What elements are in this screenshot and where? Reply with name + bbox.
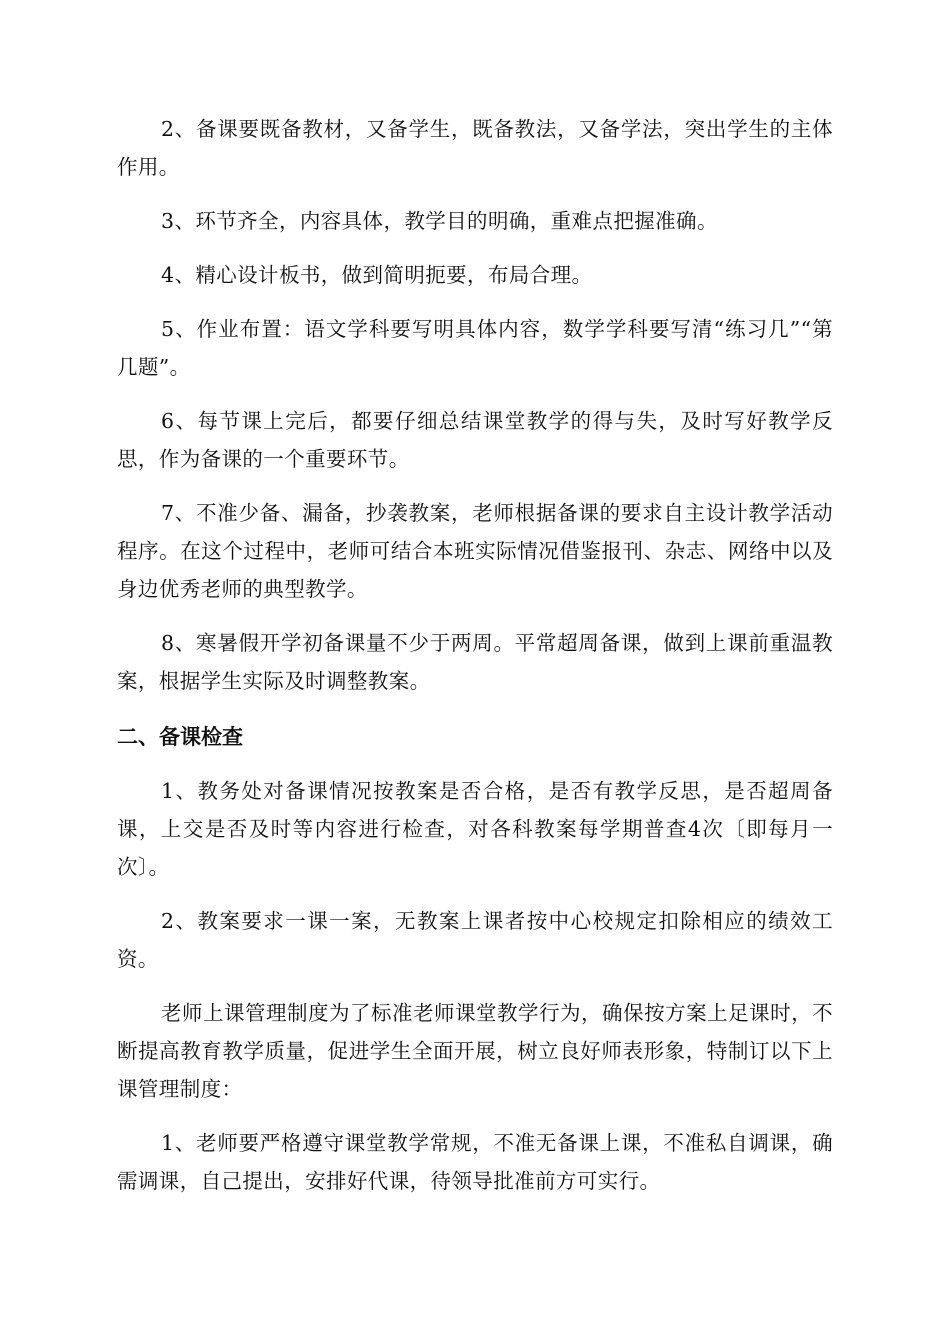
class-rules-intro: 老师上课管理制度为了标准老师课堂教学行为，确保按方案上足课时，不断提高教育教学质量，促进学生全面开展，树立良好师表形象，特制订以下上课管理制度： bbox=[117, 1001, 833, 1101]
paragraph-3: 3、环节齐全，内容具体，教学目的明确，重难点把握准确。 bbox=[161, 209, 718, 233]
paragraph-4: 4、精心设计板书，做到简明扼要，布局合理。 bbox=[161, 263, 593, 287]
check-paragraph-1: 1、教务处对备课情况按教案是否合格，是否有教学反思，是否超周备课，上交是否及时等内容进行检查，对各科教案每学期普查4次〔即每月一次〕。 bbox=[117, 779, 833, 879]
paragraph-8: 8、寒暑假开学初备课量不少于两周。平常超周备课，做到上课前重温教案，根据学生实际及时调整教案。 bbox=[117, 631, 833, 693]
section-heading: 二、备课检查 bbox=[117, 725, 243, 749]
check-paragraph-2: 2、教案要求一课一案，无教案上课者按中心校规定扣除相应的绩效工资。 bbox=[117, 909, 833, 971]
paragraph-5: 5、作业布置：语文学科要写明具体内容，数学学科要写清“练习几”“第几题”。 bbox=[117, 317, 833, 379]
paragraph-6: 6、每节课上完后，都要仔细总结课堂教学的得与失，及时写好教学反思，作为备课的一个重要环节。 bbox=[117, 409, 833, 471]
class-rule-1: 1、老师要严格遵守课堂教学常规，不准无备课上课，不准私自调课，确需调课，自己提出，安排好代课，待领导批准前方可实行。 bbox=[117, 1131, 833, 1193]
paragraph-2: 2、备课要既备教材，又备学生，既备教法，又备学法，突出学生的主体作用。 bbox=[117, 117, 833, 179]
paragraph-7: 7、不准少备、漏备，抄袭教案，老师根据备课的要求自主设计教学活动程序。在这个过程中，老师可结合本班实际情况借鉴报刊、杂志、网络中以及身边优秀老师的典型教学。 bbox=[117, 501, 833, 601]
